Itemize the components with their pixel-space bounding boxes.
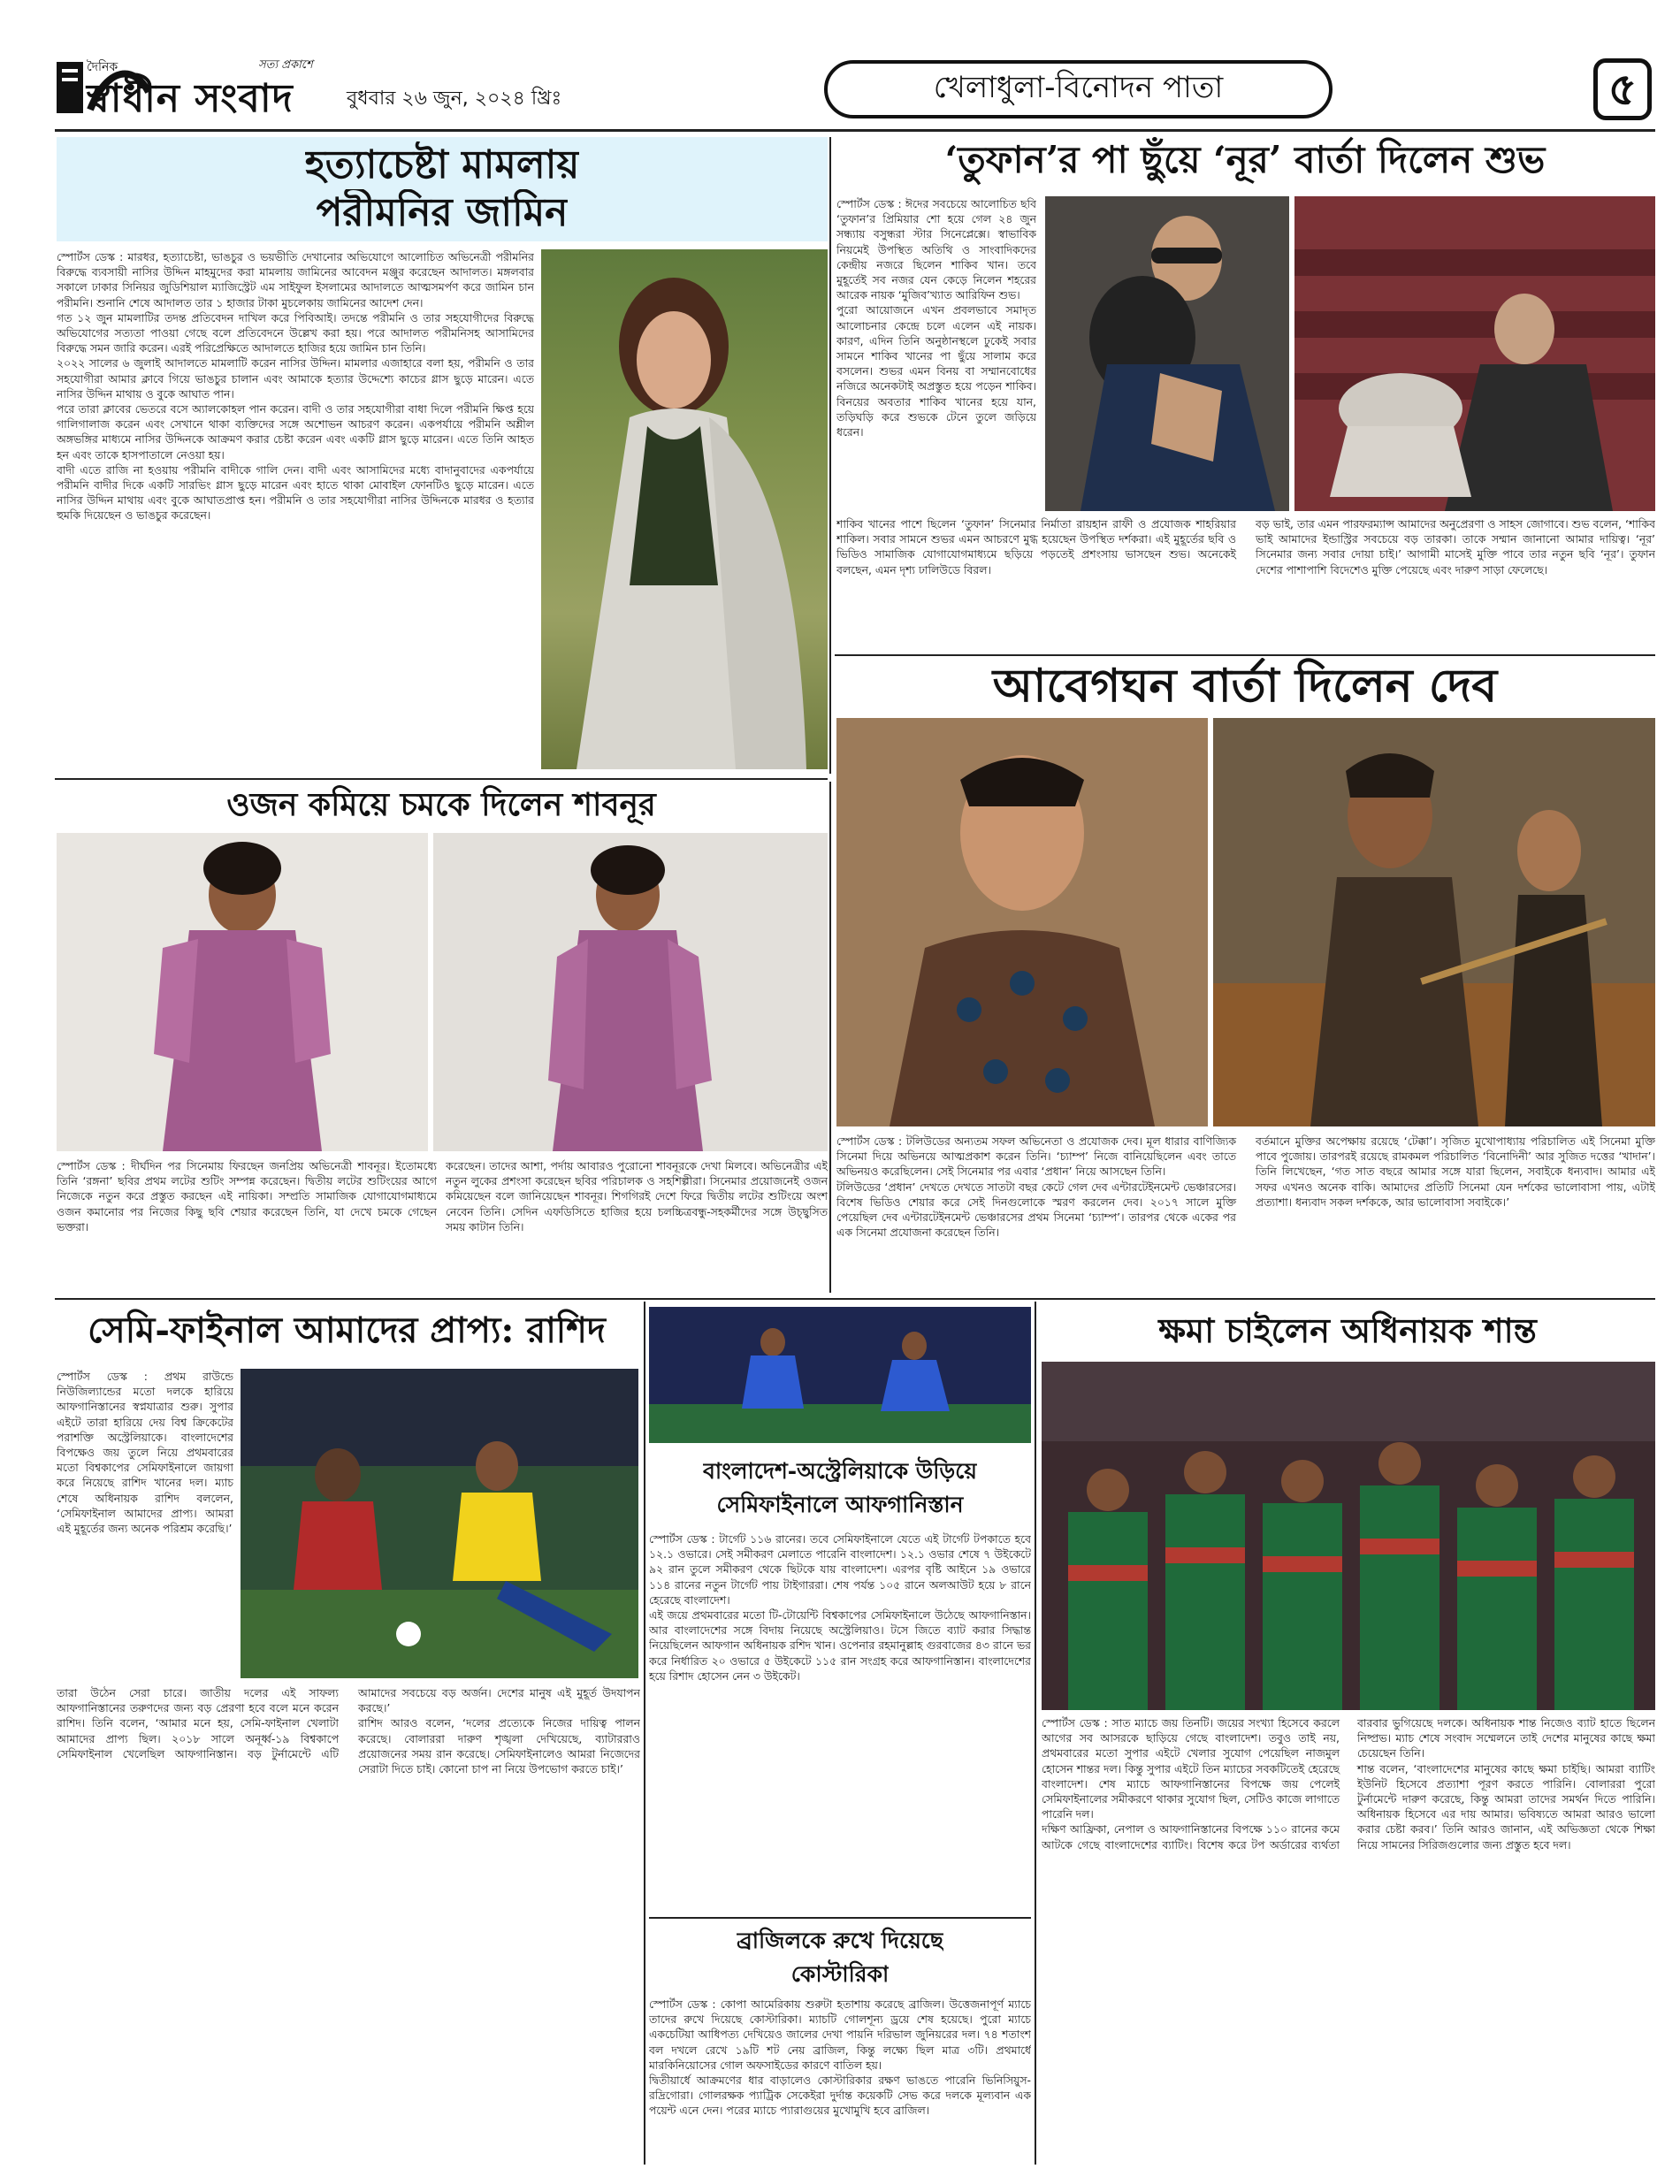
article-paragraph: রাশিদ আরও বলেন, ‘দলের প্রত্যেকে নিজের দায়িত্ব পালন করেছে। বোলাররা দারুণ শৃঙ্খলা দেখিয়েছে, ব্যাটাররাও প্রয়োজনের সময় রান করেছে। সেমিফাইনালেও আমরা নিজেদের সেরাটা দিতে চাই। কোনো চাপ না নিয়ে উপভোগ করতে চাই।’ — [358, 1716, 640, 1776]
porimoni-photo — [541, 249, 828, 769]
article-paragraph: স্পোর্টস ডেস্ক : মারধর, হত্যাচেষ্টা, ভাঙচুর ও ভয়ভীতি দেখানোর অভিযোগে আলোচিত অভিনেত্রী পরীমনির বিরুদ্ধে ব্যবসায়ী নাসির উদ্দিন মাহমুদের করা মামলায় জামিনের আবেদন মঞ্জুর করেছেন আদালত। মঙ্গলবার সকালে ঢাকার সিনিয়র জুডিশিয়াল ম্যাজিস্ট্রেট এম সাইফুল ইসলামের আদালতে আত্মসমর্পণ করে জামিন চান পরীমনি। শুনানি শেষে আদালত তার ১ হাজার টাকা মুচলেকায় জামিনের আদেশ দেন। — [57, 250, 534, 309]
shanto-photo — [1042, 1362, 1655, 1710]
afghan-headline-line-1: বাংলাদেশ-অস্ট্রেলিয়াকে উড়িয়ে — [702, 1458, 978, 1484]
subh-photo-1 — [1045, 196, 1289, 511]
shabnur-photo-2 — [433, 833, 828, 1151]
porimoni-headline-line-1: হত্যাচেষ্টা মামলায় — [304, 142, 580, 187]
section-label: খেলাধুলা-বিনোদন পাতা — [933, 69, 1224, 105]
paper-name: স্বাধীন সংবাদ — [87, 76, 294, 121]
page-number: ৫ — [1607, 64, 1638, 115]
afghan-body — [649, 1531, 1031, 1913]
afghan-headline-line-2: সেমিফাইনালে আফগানিস্তান — [716, 1492, 964, 1517]
rashid-headline: সেমি-ফাইনাল আমাদের প্রাপ্য: রাশিদ — [88, 1310, 606, 1351]
masthead-rule — [55, 129, 1655, 132]
article-paragraph: বড় ভাই, তার এমন পারফরম্যান্স আমাদের অনুপ্রেরণা ও সাহস জোগাবে। শুভ বলেন, ‘শাকিব ভাই আমাদের ইন্ডাস্ট্রির সবচেয়ে বড় তারকা। তাকে সম্মান জানানো আমার দায়িত্ব। ‘নূর’ সিনেমার জন্য সবার দোয়া চাই।’ আগামী মাসেই মুক্তি পাবে তার নতুন ছবি ‘নূর’। তুফান দেশের পাশাপাশি বিদেশেও মুক্তি পেয়েছে এবং দারুণ সাড়া ফেলেছে। — [1256, 517, 1655, 577]
costa-body — [649, 1997, 1031, 2165]
article-paragraph: গত ১২ জুন মামলাটির তদন্ত প্রতিবেদন দাখিল করে পিবিআই। তদন্তে পরীমনি ও তার সহযোগীদের বিরুদ্ধে অভিযোগের সত্যতা পাওয়া গেছে বলে প্রতিবেদনে উল্লেখ করা হয়। পরে আদালত পরীমনিসহ আসামিদের বিরুদ্ধে সমন জারি করেন। এরই পরিপ্রেক্ষিতে আদালতে হাজির হয়ে জামিন চান তিনি। — [57, 310, 534, 355]
afghan-photo — [649, 1307, 1031, 1443]
article-paragraph: স্পোর্টস ডেস্ক : ঈদের সবচেয়ে আলোচিত ছবি ‘তুফান’র প্রিমিয়ার শো হয়ে গেল ২৪ জুন সন্ধ্যায় বসুন্ধরা স্টার সিনেপ্লেক্সে। স্বাভাবিক নিয়মেই উপস্থিত অতিথি ও সাংবাদিকদের কেন্দ্রীয় নজরে ছিলেন শাকিব খান। তবে মুহূর্তেই সব নজর যেন কেড়ে নিলেন শহরের আরেক নায়ক ‘মুজিব’খ্যাত আরিফিন শুভ। — [836, 197, 1036, 302]
column-divider — [829, 137, 831, 774]
article-paragraph: করেছেন। তাদের আশা, পর্দায় আবারও পুরোনো শাবনূরকে দেখা মিলবে। অভিনেত্রীর এই নতুন লুকের প্রশংসা করেছেন ছবির পরিচালক ও সহশিল্পীরা। সিনেমার প্রয়োজনেই ওজন কমিয়েছেন বলে জানিয়েছেন শাবনূর। শিগগিরই দেশে ফিরে দ্বিতীয় লটের শুটিংয়ে অংশ নেবেন তিনি। সেদিন এফডিসিতে হাজির হয়ে চলচ্চিত্রবন্ধু-সহকর্মীদের সঙ্গে উচ্ছ্বসিত সময় কাটান তিনি। — [446, 1159, 828, 1233]
article-paragraph: স্পোর্টস ডেস্ক : টলিউডের অন্যতম সফল অভিনেতা ও প্রযোজক দেব। মূল ধারার বাণিজ্যিক সিনেমা দিয়ে অভিনয়ে আত্মপ্রকাশ করেন তিনি। ‘চ্যাম্প’ নিজে বানিয়েছিলেন এবং তাতে অভিনয়ও করেছিলেন। সেই সিনেমার পর এবার ‘প্রধান’ নিয়ে আসছেন তিনি। — [836, 1134, 1236, 1179]
section-rule — [835, 654, 1655, 656]
shabnur-photo-1 — [57, 833, 428, 1151]
porimoni-headline-box — [57, 137, 828, 241]
costa-headline-line-1: ব্রাজিলকে রুখে দিয়েছে — [736, 1928, 944, 1953]
costa-headline-block — [649, 1922, 1031, 1993]
shabnur-body-col-1 — [57, 1158, 437, 1293]
article-paragraph: বাদী এতে রাজি না হওয়ায় পরীমনি বাদীকে গালি দেন। বাদী এবং আসামিদের মধ্যে বাদানুবাদের একপর্যায়ে পরীমনি বাদীর দিকে একটি সারভিং গ্লাস ছুড়ে মারেন এবং হাতে থাকা মোবাইল ফোনটিও ছুড়ে মারেন। এতে নাসির উদ্দিন মাথায় এবং বুকে আঘাতপ্রাপ্ত হন। পরীমনি ও তার সহযোগীরা নাসির উদ্দিনকে মারধর ও হত্যার হুমকি দিয়েছেন ও ভাঙচুর করেছেন। — [57, 462, 534, 523]
dev-body — [836, 1134, 1655, 1293]
masthead-logo — [55, 57, 562, 121]
article-paragraph: স্পোর্টস ডেস্ক : দীর্ঘদিন পর সিনেমায় ফিরছেন জনপ্রিয় অভিনেত্রী শাবনূর। ইতোমধ্যে তিনি ‘রঙ্গনা’ ছবির প্রথম লটের শুটিং সম্পন্ন করেছেন। দ্বিতীয় লটের শুটিংয়ের আগে নিজেকে নতুন করে প্রস্তুত করছেন এই নায়িকা। সম্প্রতি সামাজিক যোগাযোগমাধ্যমে ওজন কমানোর পর নিজের কিছু ছবি শেয়ার করেছেন তিনি, যা দেখে চমকে গেছেন ভক্তরা। — [57, 1159, 437, 1233]
issue-date: বুধবার ২৬ জুন, ২০২৪ খ্রিঃ — [347, 88, 562, 110]
subh-headline: ‘তুফান’র পা ছুঁয়ে ‘নূর’ বার্তা দিলেন শুভ — [944, 138, 1546, 181]
section-rule — [649, 1917, 1031, 1919]
article-paragraph: স্পোর্টস ডেস্ক : কোপা আমেরিকায় শুরুটা হতাশায় করেছে ব্রাজিল। উত্তেজনাপূর্ণ ম্যাচে তাদের রুখে দিয়েছে কোস্টারিকা। ম্যাচটি গোলশূন্য ড্রয়ে শেষ হয়েছে। পুরো ম্যাচে একচেটিয়া আধিপত্য দেখিয়েও জালের দেখা পায়নি দরিভাল জুনিয়রের দল। ৭৪ শতাংশ বল দখলে রেখে ১৯টি শট নেয় ব্রাজিল, কিন্তু লক্ষ্যে ছিল মাত্র ৩টি। প্রথমার্ধে মারকিনিয়োসের গোল অফসাইডের কারণে বাতিল হয়। — [649, 1997, 1031, 2072]
article-paragraph: দক্ষিণ আফ্রিকা, নেপাল ও আফগানিস্তানের বিপক্ষে ১১০ রানের কমে আটকে গেছে বাংলাদেশের ব্যাটিং। বিশেষ করে টপ অর্ডারের ব্যর্থতা বারবার ভুগিয়েছে দলকে। অধিনায়ক শান্ত নিজেও ব্যাট হাতে ছিলেন নিষ্প্রভ। ম্যাচ শেষে সংবাদ সম্মেলনে তাই দেশের মানুষের কাছে ক্ষমা চেয়েছেন তিনি। — [1042, 1716, 1655, 1852]
shanto-headline: ক্ষমা চাইলেন অধিনায়ক শান্ত — [1158, 1310, 1537, 1350]
article-paragraph: শাকিব খানের পাশে ছিলেন ‘তুফান’ সিনেমার নির্মাতা রায়হান রাফী ও প্রযোজক শাহরিয়ার শাকিল। সবার সামনে শুভর এমন আচরণে মুগ্ধ হয়েছেন উপস্থিত দর্শকরা। এই মুহূর্তের ছবি ও ভিডিও সামাজিক যোগাযোগমাধ্যমে ছড়িয়ে পড়তেই প্রশংসায় ভাসছেন শুভ। অনেকেই বলছেন, এমন দৃশ্য ঢালিউডে বিরল। — [836, 517, 1236, 577]
rashid-body-lower — [57, 1685, 640, 2163]
dev-photo-2 — [1213, 718, 1655, 1126]
afghan-headline-block — [649, 1450, 1031, 1526]
subh-body-col — [836, 196, 1036, 511]
article-paragraph: বর্তমানে মুক্তির অপেক্ষায় রয়েছে ‘টেক্কা’। সৃজিত মুখোপাধ্যায় পরিচালিত এই সিনেমা মুক্তি পাবে পুজোয়। তারপরই রয়েছে রামকমল পরিচালিত ‘বিনোদিনী’ আর সুজিত দত্তের ‘খাদান’। তিনি লিখেছেন, ‘গত সাত বছরে আমার সঙ্গে যারা ছিলেন, সবাইকে ধন্যবাদ। আমার এই সফর এখনও অনেক বাকি। আমাদের প্রতিটি সিনেমা যেন দর্শকের ভালোবাসা পায়, এটাই প্রত্যাশা। ধন্যবাদ সকল দর্শককে, আর ভালোবাসা সবাইকে।’ — [1256, 1134, 1655, 1209]
article-paragraph: শান্ত বলেন, ‘বাংলাদেশের মানুষের কাছে ক্ষমা চাইছি। আমরা ব্যাটিং ইউনিট হিসেবে প্রত্যাশা পূরণ করতে পারিনি। বোলাররা পুরো টুর্নামেন্টে দারুণ করেছে, কিন্তু আমরা তাদের সমর্থন দিতে পারিনি। অধিনায়ক হিসেবে এর দায় আমার। ভবিষ্যতে আমরা আরও ভালো করার চেষ্টা করব।’ তিনি আরও জানান, এই অভিজ্ঞতা থেকে শিক্ষা নিয়ে সামনের সিরিজগুলোর জন্য প্রস্তুত হবে দল। — [1357, 1761, 1655, 1852]
porimoni-body — [57, 249, 534, 771]
article-paragraph: এই জয়ে প্রথমবারের মতো টি-টোয়েন্টি বিশ্বকাপের সেমিফাইনালে উঠেছে আফগানিস্তান। আর বাংলাদেশের সঙ্গে বিদায় নিয়েছে অস্ট্রেলিয়াও। টসে জিতে ব্যাট করার সিদ্ধান্ত নিয়েছিলেন আফগান অধিনায়ক রশিদ খান। ওপেনার রহমানুল্লাহ গুরবাজের ৪৩ রানে ভর করে নির্ধারিত ২০ ওভারে ৫ উইকেটে ১১৫ রান সংগ্রহ করে আফগানিস্তান। বাংলাদেশের হয়ে রিশাদ হোসেন নেন ৩ উইকেট। — [649, 1608, 1031, 1683]
article-paragraph: তারা উঠেন সেরা চারে। জাতীয় দলের এই সাফল্য আফগানিস্তানের তরুণদের জন্য বড় প্রেরণা হবে বলে মনে করেন রাশিদ। তিনি বলেন, ‘আমার মনে হয়, সেমি-ফাইনাল খেলাটা আমাদের প্রাপ্য ছিল। ২০১৮ সালে অনূর্ধ্ব-১৯ বিশ্বকাপে সেমিফাইনাল খেলেছিল আফগানিস্তান। বড় টুর্নামেন্টে এটি আমাদের সবচেয়ে বড় অর্জন। দেশের মানুষ এই মুহূর্ত উদযাপন করছে।’ — [57, 1686, 640, 1760]
shabnur-headline: ওজন কমিয়ে চমকে দিলেন শাবনূর — [226, 786, 656, 823]
costa-headline-line-2: কোস্টারিকা — [790, 1961, 890, 1987]
column-divider — [644, 1302, 645, 2165]
article-paragraph: পুরো আয়োজনে এখন প্রবলভাবে সমাদৃত আলোচনার কেন্দ্রে চলে এলেন এই নায়ক। কারণ, এদিন তিনি অনুষ্ঠানস্থলে ঢুকেই সবার সামনে শাকিব খানের পা ছুঁয়ে সালাম করে বসলেন। শুভর এমন বিনয় বা সম্মানবোধের নজিরে অনেকটাই অপ্রস্তুত হয়ে পড়েন শাকিব। বিনয়ের অবতার শাকিব খানের হয়ে যান, তড়িঘড়ি করে শুভকে টেনে তুলে জড়িয়ে ধরেন। — [836, 303, 1036, 439]
article-paragraph: পরে তারা ক্লাবের ভেতরে বসে অ্যালকোহল পান করেন। বাদী ও তার সহযোগীরা বাধা দিলে পরীমনি ক্ষিপ্ত হয়ে গালিগালাজ করেন এবং সেখানে থাকা ব্যক্তিদের সঙ্গে অশোভন আচরণ করেন। একপর্যায়ে পরীমনি অশ্লীল অঙ্গভঙ্গির মাধ্যমে নাসির উদ্দিনকে আক্রমণ করার চেষ্টা করেন এবং একটি গ্লাস ছুড়ে মারেন। এতে তিনি আহত হন এবং তাকে হাসপাতালে নেওয়া হয়। — [57, 402, 534, 462]
section-rule — [55, 778, 828, 780]
article-paragraph: টলিউডের ‘প্রধান’ দেখতে দেখতে সাতটা বছর কেটে গেল দেব এন্টারটেইনমেন্ট ভেঞ্চারসের। বিশেষ ভিডিও শেয়ার করে সেই দিনগুলোকে স্মরণ করলেন দেব। ২০১৭ সালে মুক্তি পেয়েছিল দেব এন্টারটেইনমেন্ট ভেঞ্চারসের প্রথম সিনেমা ‘চ্যাম্প’। তারপর থেকে একের পর এক সিনেমা প্রযোজনা করেছেন তিনি। — [836, 1180, 1236, 1240]
subh-body-lower — [836, 516, 1655, 649]
rashid-photo — [241, 1369, 638, 1678]
paper-tagline: সত্য প্রকাশে — [258, 58, 313, 72]
shabnur-body-col-2 — [446, 1158, 828, 1293]
article-paragraph: দ্বিতীয়ার্ধে আক্রমণের ধার বাড়ালেও কোস্টারিকার রক্ষণ ভাঙতে পারেনি ভিনিসিয়ুস-রদ্রিগোরা। গোলরক্ষক প্যাট্রিক সেকেইরা দুর্দান্ত কয়েকটি সেভ করে দলকে মূল্যবান এক পয়েন্ট এনে দেন। পরের ম্যাচে প্যারাগুয়ের মুখোমুখি হবে ব্রাজিল। — [649, 2073, 1031, 2118]
shanto-body — [1042, 1715, 1655, 2165]
page-number-badge — [1593, 58, 1652, 120]
column-divider — [829, 782, 831, 1293]
dev-photo-1 — [836, 718, 1208, 1126]
porimoni-headline-line-2: পরীমনির জামিন — [316, 190, 569, 235]
masthead — [55, 57, 1655, 126]
subh-photo-2 — [1294, 196, 1655, 511]
dev-headline: আবেগঘন বার্তা দিলেন দেব — [992, 659, 1498, 713]
section-rule — [55, 1298, 1655, 1300]
article-paragraph: স্পোর্টস ডেস্ক : সাত ম্যাচে জয় তিনটি। জয়ের সংখ্যা হিসেবে করলে আগের সব আসরকে ছাড়িয়ে গেছে বাংলাদেশ। তবুও তাই নয়, প্রথমবারের মতো সুপার এইটে খেলার সুযোগ পেয়েছিল নাজমুল হোসেন শান্তর দল। কিন্তু সুপার এইটে তিন ম্যাচের সবকটিতেই হেরেছে বাংলাদেশ। শেষ ম্যাচে আফগানিস্তানের বিপক্ষে জয় পেলেই সেমিফাইনালের সমীকরণে থাকার সুযোগ ছিল, সেটিও কাজে লাগাতে পারেনি দল। — [1042, 1716, 1340, 1821]
rashid-body-col-1 — [57, 1369, 233, 1678]
article-paragraph: ২০২২ সালের ৬ জুলাই আদালতে মামলাটি করেন নাসির উদ্দিন। মামলার এজাহারে বলা হয়, পরীমনি ও তার সহযোগীরা আমার ক্লাবে গিয়ে ভাঙচুর চালান এবং আমাকে হত্যার উদ্দেশ্যে কাচের গ্লাস ছুড়ে মারেন। এতে নাসির উদ্দিন মাথায় ও বুকে আঘাত পান। — [57, 356, 534, 401]
section-label-box — [824, 60, 1333, 118]
column-divider — [1035, 1302, 1036, 2165]
article-paragraph: স্পোর্টস ডেস্ক : টার্গেট ১১৬ রানের। তবে সেমিফাইনালে যেতে এই টার্গেট টপকাতে হবে ১২.১ ওভারে। সেই সমীকরণ মেলাতে পারেনি বাংলাদেশ। ১২.১ ওভার শেষে ৭ উইকেটে ৯২ রান তুলে সমীকরণ থেকে ছিটকে যায় বাংলাদেশ। এরপর বৃষ্টি আইনে ১৯ ওভারে ১১৪ রানের নতুন টার্গেট পায় টাইগাররা। শেষ পর্যন্ত ১০৫ রানে অলআউট হয়ে ৮ রানে হেরেছে বাংলাদেশ। — [649, 1532, 1031, 1607]
paper-small-label: দৈনিক — [87, 60, 118, 74]
article-paragraph: স্পোর্টস ডেস্ক : প্রথম রাউন্ডে নিউজিল্যান্ডের মতো দলকে হারিয়ে আফগানিস্তানের স্বপ্নযাত্রার শুরু। সুপার এইটে তারা হারিয়ে দেয় বিশ্ব ক্রিকেটের পরাশক্তি অস্ট্রেলিয়াকে। বাংলাদেশের বিপক্ষেও জয় তুলে নিয়ে প্রথমবারের মতো বিশ্বকাপের সেমিফাইনালে জায়গা করে নিয়েছে রাশিদ খানের দল। ম্যাচ শেষে অধিনায়ক রাশিদ বললেন, ‘সেমিফাইনাল আমাদের প্রাপ্য। আমরা এই মুহূর্তের জন্য অনেক পরিশ্রম করেছি।’ — [57, 1370, 233, 1536]
